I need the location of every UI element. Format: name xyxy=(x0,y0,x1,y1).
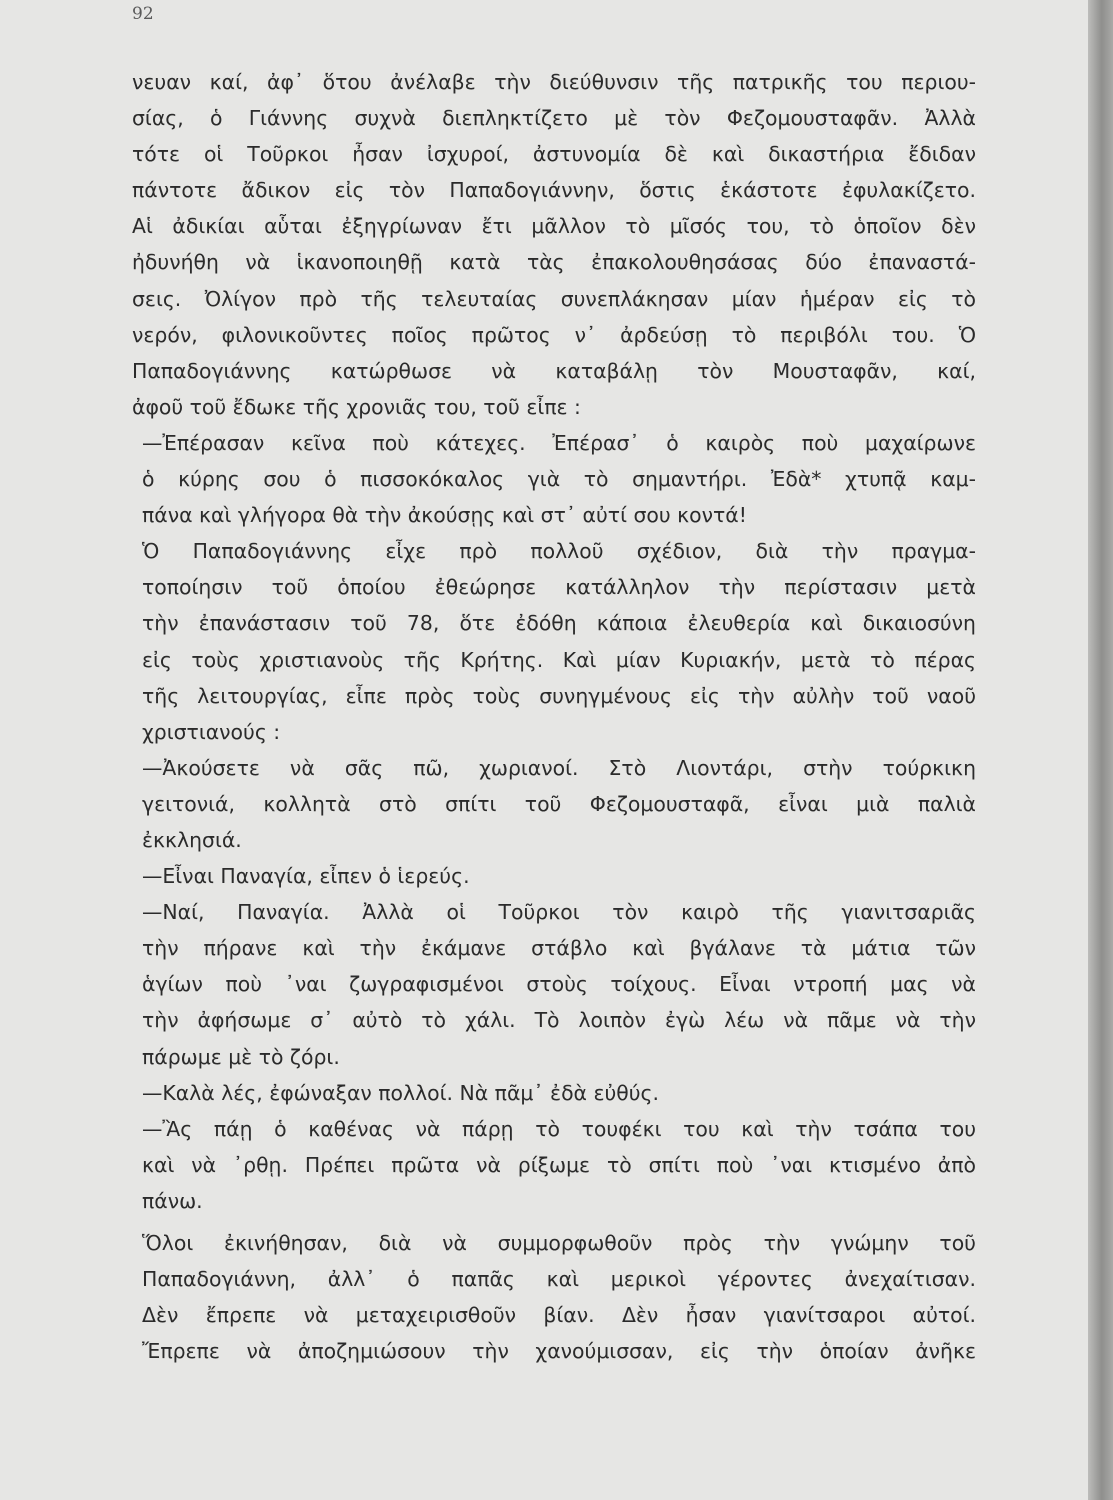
text-line: τὴν ἐπανάστασιν τοῦ 78, ὅτε ἐδόθη κάποια ἐλευθερία καὶ δικαιοσύνη xyxy=(142,611,976,636)
text-line: νευαν καί, ἀφ᾽ ὅτου ἀνέλαβε τὴν διεύθυνσιν τῆς πατρικῆς του περιου- xyxy=(132,70,976,94)
text-line: εἰς τοὺς χριστιανοὺς τῆς Κρήτης. Καὶ μίαν Κυριακήν, μετὰ τὸ πέρας xyxy=(142,647,976,672)
text-line: ἀφοῦ τοῦ ἔδωκε τῆς χρονιᾶς του, τοῦ εἶπε : xyxy=(132,394,581,419)
text-line: χριστιανούς : xyxy=(142,719,281,744)
text-line: σίας, ὁ Γιάννης συχνὰ διεπληκτίζετο μὲ τὸν Φεζομουσταφᾶν. Ἀλλὰ xyxy=(132,106,976,131)
text-line: —Ἀκούσετε νὰ σᾶς πῶ, χωριανοί. Στὸ Λιοντάρι, στὴν τούρκικη xyxy=(142,755,976,780)
text-line: Αἱ ἀδικίαι αὗται ἐξηγρίωναν ἔτι μᾶλλον τὸ μῖσός του, τὸ ὁποῖον δὲν xyxy=(132,214,976,239)
text-line: τὴν πήρανε καὶ τὴν ἐκάμανε στάβλο καὶ βγάλανε τὰ μάτια τῶν xyxy=(142,936,976,961)
dialogue-paragraph xyxy=(132,858,976,894)
text-line: Παπαδογιάννης κατώρθωσε νὰ καταβάλῃ τὸν Μουσταφᾶν, καί, xyxy=(132,358,976,383)
dialogue-paragraph xyxy=(132,894,976,1074)
dialogue-paragraph xyxy=(132,425,976,533)
text-line: πάντοτε ἄδικον εἰς τὸν Παπαδογιάννην, ὅστις ἑκάστοτε ἐφυλακίζετο. xyxy=(132,178,976,203)
text-line: —Ἂς πάῃ ὁ καθένας νὰ πάρῃ τὸ τουφέκι του καὶ τὴν τσάπα του xyxy=(142,1116,976,1141)
text-line: τοποίησιν τοῦ ὁποίου ἐθεώρησε κατάλληλον τὴν περίστασιν μετὰ xyxy=(142,575,976,600)
text-line: πάρωμε μὲ τὸ ζόρι. xyxy=(142,1044,340,1069)
paragraph xyxy=(132,533,976,750)
text-line: καὶ νὰ ᾽ρθῃ. Πρέπει πρῶτα νὰ ρίξωμε τὸ σπίτι ποὺ ᾽ναι κτισμένο ἀπὸ xyxy=(142,1152,976,1177)
text-line: ὁ κύρης σου ὁ πισσοκόκαλος γιὰ τὸ σημαντήρι. Ἐδὰ* χτυπᾷ καμ- xyxy=(142,467,976,492)
text-line: ἐκκλησιά. xyxy=(142,827,242,852)
dialogue-paragraph xyxy=(132,1075,976,1111)
text-line: πάνω. xyxy=(142,1188,203,1213)
text-line: τότε οἱ Τοῦρκοι ἦσαν ἰσχυροί, ἀστυνομία δὲ καὶ δικαστήρια ἔδιδαν xyxy=(132,142,976,167)
dialogue-paragraph xyxy=(132,1111,976,1219)
text-line: —Ναί, Παναγία. Ἀλλὰ οἱ Τοῦρκοι τὸν καιρὸ τῆς γιανιτσαριᾶς xyxy=(142,900,976,925)
text-line: Ὅλοι ἐκινήθησαν, διὰ νὰ συμμορφωθοῦν πρὸς τὴν γνώμην τοῦ xyxy=(142,1231,976,1255)
paragraph xyxy=(132,64,976,425)
text-line: ἠδυνήθη νὰ ἱκανοποιηθῇ κατὰ τὰς ἐπακολουθησάσας δύο ἐπαναστά- xyxy=(132,250,976,275)
text-line: —Καλὰ λές, ἐφώναξαν πολλοί. Νὰ πᾶμ᾽ ἐδὰ εὐθύς. xyxy=(142,1080,660,1105)
text-line: πάνα καὶ γλήγορα θὰ τὴν ἀκούσῃς καὶ στ᾽ αὐτί σου κοντά! xyxy=(142,503,747,528)
text-line: Δὲν ἔπρεπε νὰ μεταχειρισθοῦν βίαν. Δὲν ἦσαν γιανίτσαροι αὐτοί. xyxy=(142,1303,976,1328)
text-line: νερόν, φιλονικοῦντες ποῖος πρῶτος ν᾽ ἀρδεύσῃ τὸ περιβόλι του. Ὁ xyxy=(132,322,976,347)
text-line: Ἔπρεπε νὰ ἀποζημιώσουν τὴν χανούμισσαν, εἰς τὴν ὁποίαν ἀνῆκε xyxy=(142,1339,976,1364)
text-line: σεις. Ὀλίγον πρὸ τῆς τελευταίας συνεπλάκησαν μίαν ἡμέραν εἰς τὸ xyxy=(132,286,976,311)
text-line: —Εἶναι Παναγία, εἶπεν ὁ ἱερεύς. xyxy=(142,864,470,889)
text-line: —Ἐπέρασαν κεῖνα ποὺ κάτεχες. Ἐπέρασ᾽ ὁ καιρὸς ποὺ μαχαίρωνε xyxy=(142,430,976,455)
text-line: τὴν ἀφήσωμε σ᾽ αὐτὸ τὸ χάλι. Τὸ λοιπὸν ἐγὼ λέω νὰ πᾶμε νὰ τὴν xyxy=(142,1008,976,1033)
text-line: Παπαδογιάννη, ἀλλ᾽ ὁ παπᾶς καὶ μερικοὶ γέροντες ἀνεχαίτισαν. xyxy=(142,1267,976,1292)
body-text xyxy=(132,64,976,1369)
paragraph xyxy=(132,1225,976,1369)
dialogue-paragraph xyxy=(132,750,976,858)
text-line: Ὁ Παπαδογιάννης εἶχε πρὸ πολλοῦ σχέδιον, διὰ τὴν πραγμα- xyxy=(142,539,976,564)
text-line: τῆς λειτουργίας, εἶπε πρὸς τοὺς συνηγμένους εἰς τὴν αὐλὴν τοῦ ναοῦ xyxy=(142,683,976,708)
page-edge-shadow xyxy=(1088,0,1113,1500)
text-line: γειτονιά, κολλητὰ στὸ σπίτι τοῦ Φεζομουσταφᾶ, εἶναι μιὰ παλιὰ xyxy=(142,791,976,816)
page-number: 92 xyxy=(132,4,154,24)
text-line: ἁγίων ποὺ ᾽ναι ζωγραφισμένοι στοὺς τοίχους. Εἶναι ντροπή μας νὰ xyxy=(142,972,976,997)
